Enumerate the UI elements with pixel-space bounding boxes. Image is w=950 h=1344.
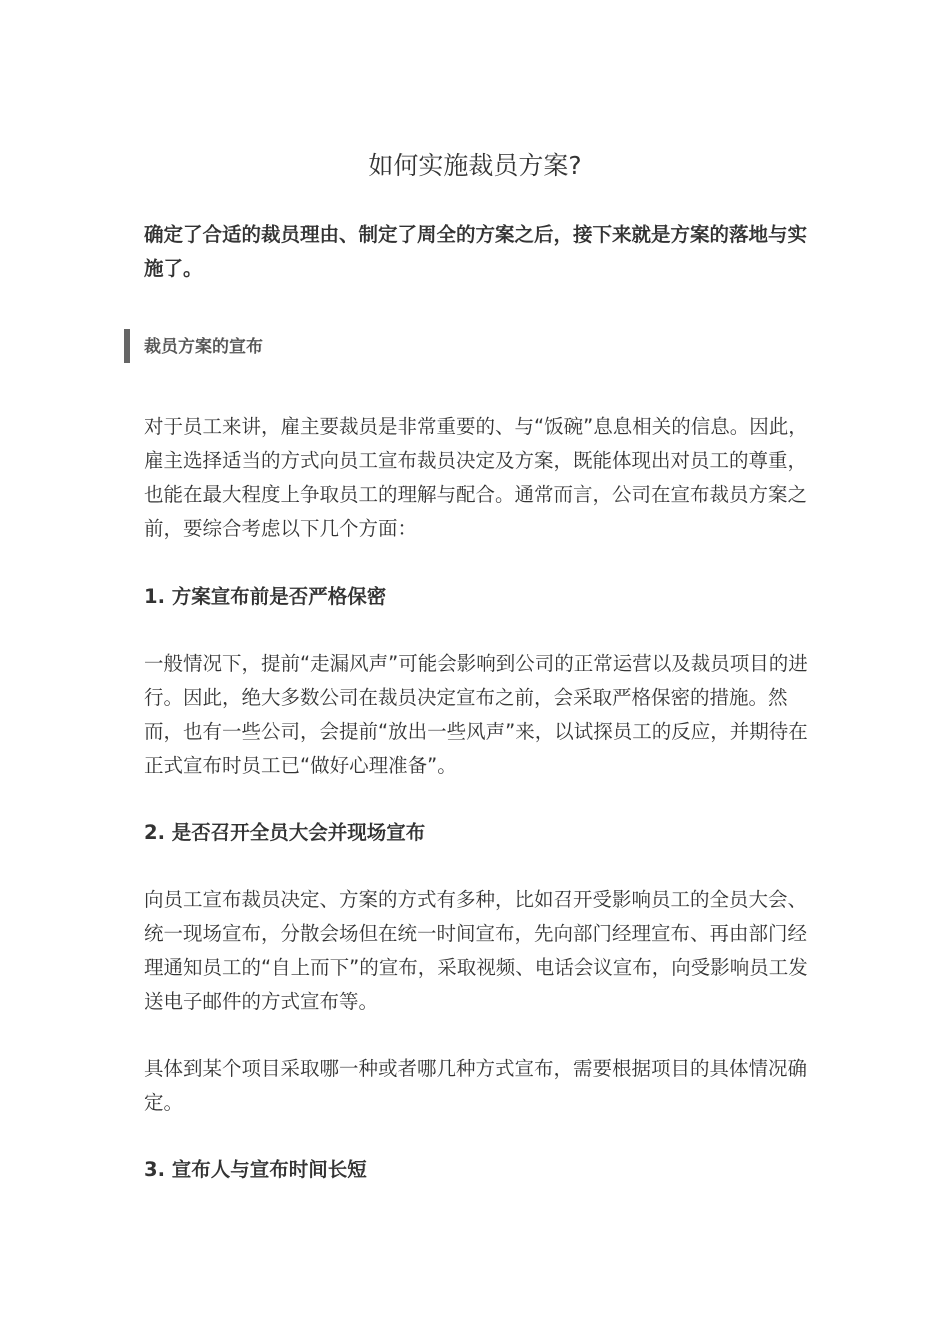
section-heading: 裁员方案的宣布	[144, 337, 263, 357]
subheading-1: 1. 方案宣布前是否严格保密	[144, 585, 387, 608]
paragraph-4: 具体到某个项目采取哪一种或者哪几种方式宣布，需要根据项目的具体情况确定。	[144, 1057, 808, 1114]
subheading-3: 3. 宣布人与宣布时间长短	[144, 1158, 367, 1181]
section-accent-bar	[124, 329, 130, 363]
paragraph-3: 向员工宣布裁员决定、方案的方式有多种，比如召开受影响员工的全员大会、统一现场宣布，分散会场但在统一时间宣布，先向部门经理宣布、再由部门经理通知员工的“自上而下”的宣布，采取视频、电话会议宣布，向受影响员工发送电子邮件的方式宣布等。	[144, 888, 808, 1013]
intro-paragraph: 确定了合适的裁员理由、制定了周全的方案之后，接下来就是方案的落地与实施了。	[144, 223, 808, 280]
paragraph-1: 对于员工来讲，雇主要裁员是非常重要的、与“饭碗”息息相关的信息。因此，雇主选择适当的方式向员工宣布裁员决定及方案，既能体现出对员工的尊重，也能在最大程度上争取员工的理解与配合。通常而言，公司在宣布裁员方案之前，要综合考虑以下几个方面：	[144, 415, 808, 540]
page-title: 如何实施裁员方案?	[368, 151, 582, 180]
subheading-2: 2. 是否召开全员大会并现场宣布	[144, 821, 426, 844]
paragraph-2: 一般情况下，提前“走漏风声”可能会影响到公司的正常运营以及裁员项目的进行。因此，绝大多数公司在裁员决定宣布之前，会采取严格保密的措施。然而，也有一些公司，会提前“放出一些风声”来，以试探员工的反应，并期待在正式宣布时员工已“做好心理准备”。	[144, 652, 808, 777]
